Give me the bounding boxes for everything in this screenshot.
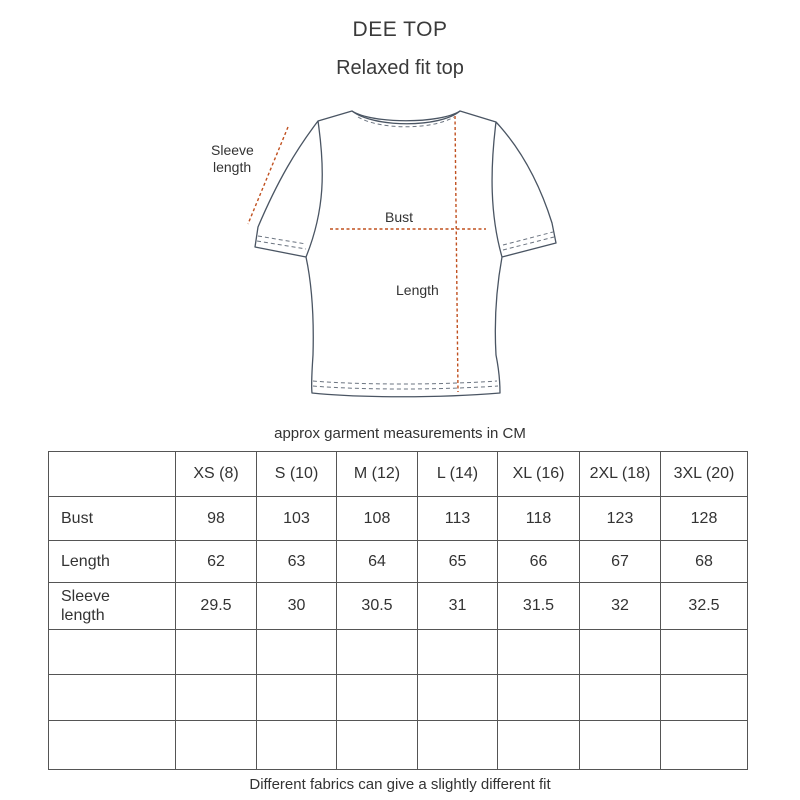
- length-line: [455, 116, 458, 392]
- column-header: S (10): [257, 452, 337, 497]
- row-label-line1: Sleeve: [61, 588, 110, 605]
- empty-cell: [49, 675, 176, 721]
- column-header: 2XL (18): [580, 452, 661, 497]
- table-row-empty: [49, 721, 748, 770]
- empty-cell: [176, 630, 257, 675]
- table-row: [49, 583, 748, 630]
- empty-cell: [176, 675, 257, 721]
- column-header: XS (8): [176, 452, 257, 497]
- table-cell: 113: [418, 497, 498, 541]
- empty-cell: [418, 675, 498, 721]
- table-header-row: [49, 452, 748, 497]
- length-label: Length: [396, 282, 439, 298]
- empty-cell: [661, 721, 748, 770]
- column-header: 3XL (20): [661, 452, 748, 497]
- sleeve-label-line1: Sleeve: [211, 142, 254, 158]
- table-cell: 31.5: [498, 583, 580, 630]
- empty-cell: [661, 630, 748, 675]
- column-header: L (14): [418, 452, 498, 497]
- table-row-empty: [49, 675, 748, 721]
- table-cell: 65: [418, 541, 498, 583]
- bust-label: Bust: [385, 209, 414, 225]
- left-armhole-seam: [306, 121, 322, 257]
- empty-cell: [257, 675, 337, 721]
- table-row: [49, 497, 748, 541]
- empty-cell: [176, 721, 257, 770]
- empty-cell: [498, 721, 580, 770]
- right-armhole-seam: [492, 122, 502, 257]
- empty-cell: [337, 721, 418, 770]
- empty-cell: [337, 675, 418, 721]
- empty-cell: [580, 675, 661, 721]
- table-cell: 68: [661, 541, 748, 583]
- empty-cell: [661, 675, 748, 721]
- table-cell: 123: [580, 497, 661, 541]
- empty-cell: [49, 630, 176, 675]
- hem-stitch-2: [313, 386, 498, 389]
- row-label: Bust: [49, 497, 176, 541]
- sleeve-label-line2: length: [213, 159, 252, 175]
- table-row: [49, 541, 748, 583]
- table-cell: 30.5: [337, 583, 418, 630]
- table-cell: 30: [257, 583, 337, 630]
- table-cell: 118: [498, 497, 580, 541]
- empty-cell: [418, 721, 498, 770]
- table-cell: 128: [661, 497, 748, 541]
- empty-cell: [257, 721, 337, 770]
- measurements-caption: approx garment measurements in CM: [274, 425, 526, 442]
- empty-cell: [418, 630, 498, 675]
- right-cuff-stitch-1: [503, 232, 553, 245]
- column-header: M (12): [337, 452, 418, 497]
- empty-cell: [49, 721, 176, 770]
- table-cell: 31: [418, 583, 498, 630]
- empty-cell: [337, 630, 418, 675]
- empty-cell: [498, 630, 580, 675]
- size-chart-table: [48, 451, 748, 770]
- empty-cell: [498, 675, 580, 721]
- table-cell: 98: [176, 497, 257, 541]
- column-header: XL (16): [498, 452, 580, 497]
- header-corner-cell: [49, 452, 176, 497]
- page-subtitle: Relaxed fit top: [336, 57, 464, 79]
- table-cell: 67: [580, 541, 661, 583]
- garment-outline: [255, 111, 556, 397]
- table-cell: 63: [257, 541, 337, 583]
- table-cell: 103: [257, 497, 337, 541]
- fit-note: Different fabrics can give a slightly different fit: [249, 776, 551, 793]
- row-label-line2: length: [61, 607, 105, 624]
- empty-cell: [257, 630, 337, 675]
- table-cell: 64: [337, 541, 418, 583]
- hem-stitch-1: [313, 381, 497, 384]
- table-cell: 29.5: [176, 583, 257, 630]
- row-label: Length: [49, 541, 176, 583]
- table-cell: 32.5: [661, 583, 748, 630]
- table-row-empty: [49, 630, 748, 675]
- empty-cell: [580, 721, 661, 770]
- table-cell: 108: [337, 497, 418, 541]
- table-cell: 32: [580, 583, 661, 630]
- table-cell: 66: [498, 541, 580, 583]
- empty-cell: [580, 630, 661, 675]
- left-cuff-stitch-2: [257, 241, 306, 249]
- row-label: [49, 583, 176, 630]
- page-title: DEE TOP: [352, 18, 448, 41]
- table-cell: 62: [176, 541, 257, 583]
